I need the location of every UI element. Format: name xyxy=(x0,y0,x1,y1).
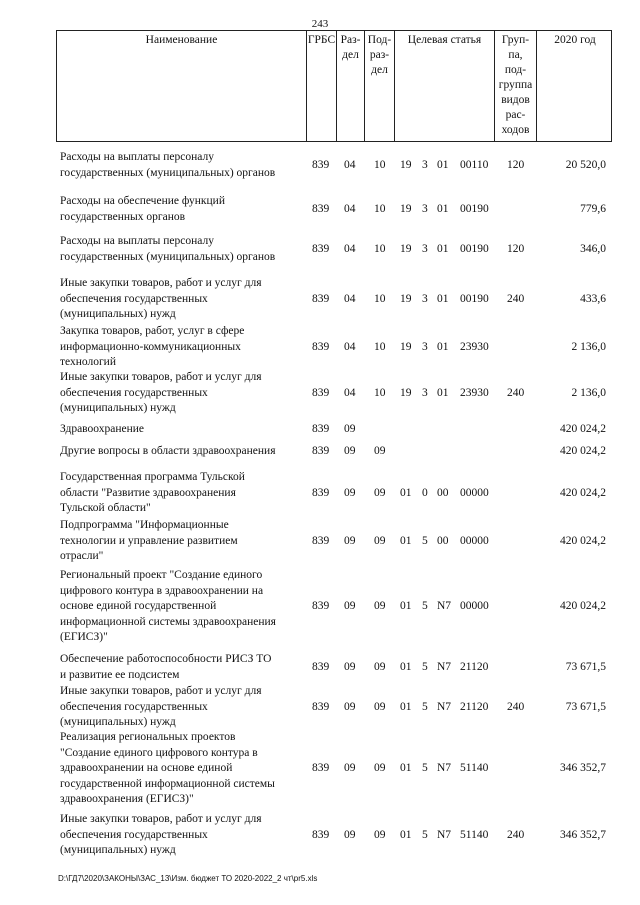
table-row xyxy=(56,568,612,646)
row-t3: 00 xyxy=(437,535,449,547)
row-vr: 240 xyxy=(507,701,525,713)
row-sum: 420 024,2 xyxy=(560,600,606,612)
row-t3: N7 xyxy=(437,701,452,713)
row-t2: 5 xyxy=(422,829,428,841)
row-pr: 10 xyxy=(374,243,386,255)
row-t1: 01 xyxy=(400,661,412,673)
row-sum: 20 520,0 xyxy=(565,159,606,171)
row-pr: 09 xyxy=(374,701,386,713)
row-name: Иные закупки товаров, работ и услуг для обеспечения государственных (муниципальных) нужд xyxy=(60,277,262,320)
row-grbs: 839 xyxy=(312,341,330,353)
row-t4: 23930 xyxy=(460,387,489,399)
row-grbs: 839 xyxy=(312,535,330,547)
row-grbs: 839 xyxy=(312,661,330,673)
row-t1: 19 xyxy=(400,243,412,255)
row-pr: 09 xyxy=(374,762,386,774)
table-header xyxy=(56,30,612,142)
row-pr: 10 xyxy=(374,387,386,399)
table-row xyxy=(56,370,612,417)
row-sum: 433,6 xyxy=(580,293,606,305)
row-pr: 09 xyxy=(374,661,386,673)
row-grbs: 839 xyxy=(312,159,330,171)
row-t3: 01 xyxy=(437,293,449,305)
row-t4: 00190 xyxy=(460,203,489,215)
row-vr: 240 xyxy=(507,387,525,399)
row-sum: 779,6 xyxy=(580,203,606,215)
row-t3: N7 xyxy=(437,762,452,774)
row-t1: 01 xyxy=(400,762,412,774)
row-rz: 04 xyxy=(344,293,356,305)
row-t1: 01 xyxy=(400,535,412,547)
row-t4: 00110 xyxy=(460,159,489,171)
row-rz: 04 xyxy=(344,203,356,215)
row-grbs: 839 xyxy=(312,203,330,215)
row-pr: 09 xyxy=(374,487,386,499)
header-grbs: ГРБС xyxy=(307,31,337,141)
row-pr: 09 xyxy=(374,535,386,547)
row-name: Иные закупки товаров, работ и услуг для обеспечения государственных (муниципальных) нужд xyxy=(60,371,262,414)
row-t1: 19 xyxy=(400,159,412,171)
header-razdel: Раз- дел xyxy=(337,31,365,141)
table-row xyxy=(56,684,612,731)
header-year: 2020 год xyxy=(554,34,596,46)
file-path-footer: D:\ГД7\2020\ЗАКОНЫ\ЗАС_13\Изм. бюджет ТО 2020-2022_2 чт\pr5.xls xyxy=(58,874,318,883)
header-podrazdel: Под- раз- дел xyxy=(365,31,395,141)
row-t4: 51140 xyxy=(460,762,489,774)
header-target: Целевая статья xyxy=(395,31,495,141)
row-rz: 09 xyxy=(344,701,356,713)
row-grbs: 839 xyxy=(312,701,330,713)
row-rz: 09 xyxy=(344,535,356,547)
table-row xyxy=(56,234,612,265)
row-t1: 19 xyxy=(400,293,412,305)
row-t1: 01 xyxy=(400,487,412,499)
table-row xyxy=(56,652,612,683)
row-t2: 5 xyxy=(422,701,428,713)
row-sum: 2 136,0 xyxy=(571,387,606,399)
row-sum: 346,0 xyxy=(580,243,606,255)
row-grbs: 839 xyxy=(312,762,330,774)
table-row xyxy=(56,194,612,225)
table-row xyxy=(56,276,612,323)
row-sum: 420 024,2 xyxy=(560,487,606,499)
table-row xyxy=(56,812,612,859)
row-pr: 10 xyxy=(374,341,386,353)
row-t1: 01 xyxy=(400,829,412,841)
row-name: Региональный проект "Создание единого цифрового контура в здравоохранении на основе единой государственной информационной системы здравоохранения (ЕГИСЗ)" xyxy=(60,569,276,643)
row-t2: 5 xyxy=(422,600,428,612)
row-grbs: 839 xyxy=(312,387,330,399)
row-vr: 240 xyxy=(507,293,525,305)
row-sum: 420 024,2 xyxy=(560,445,606,457)
row-t4: 00190 xyxy=(460,293,489,305)
row-sum: 73 671,5 xyxy=(565,661,606,673)
row-t4: 21120 xyxy=(460,661,489,673)
row-rz: 04 xyxy=(344,341,356,353)
row-t2: 3 xyxy=(422,293,428,305)
row-grbs: 839 xyxy=(312,243,330,255)
row-name: Иные закупки товаров, работ и услуг для обеспечения государственных (муниципальных) нужд xyxy=(60,813,262,856)
row-rz: 09 xyxy=(344,487,356,499)
row-grbs: 839 xyxy=(312,293,330,305)
row-t2: 5 xyxy=(422,535,428,547)
row-rz: 04 xyxy=(344,159,356,171)
row-t2: 5 xyxy=(422,762,428,774)
row-t1: 19 xyxy=(400,387,412,399)
row-rz: 04 xyxy=(344,243,356,255)
row-t1: 19 xyxy=(400,203,412,215)
page-number: 243 xyxy=(311,18,329,30)
row-t2: 5 xyxy=(422,661,428,673)
row-t4: 00000 xyxy=(460,535,489,547)
row-grbs: 839 xyxy=(312,423,330,435)
row-pr: 09 xyxy=(374,600,386,612)
row-name: Подпрограмма "Информационные технологии и управление развитием отрасли" xyxy=(60,519,238,562)
row-name: Государственная программа Тульской области "Развитие здравоохранения Тульской области" xyxy=(60,471,245,514)
row-name: Реализация региональных проектов "Создание единого цифрового контура в здравоохранении на основе единой государственной информационной системы здравоохранения (ЕГИСЗ)" xyxy=(60,731,275,805)
row-grbs: 839 xyxy=(312,487,330,499)
row-t2: 3 xyxy=(422,203,428,215)
row-t1: 01 xyxy=(400,600,412,612)
row-t4: 00000 xyxy=(460,487,489,499)
row-pr: 09 xyxy=(374,445,386,457)
row-vr: 120 xyxy=(507,243,525,255)
row-vr: 120 xyxy=(507,159,525,171)
row-name: Здравоохранение xyxy=(60,423,145,435)
row-name: Расходы на выплаты персоналу государственных (муниципальных) органов xyxy=(60,235,276,263)
row-vr: 240 xyxy=(507,829,525,841)
row-rz: 09 xyxy=(344,762,356,774)
row-t3: 00 xyxy=(437,487,449,499)
row-pr: 09 xyxy=(374,829,386,841)
row-sum: 420 024,2 xyxy=(560,423,606,435)
row-rz: 09 xyxy=(344,829,356,841)
row-grbs: 839 xyxy=(312,445,330,457)
row-t1: 01 xyxy=(400,701,412,713)
row-name: Иные закупки товаров, работ и услуг для обеспечения государственных (муниципальных) нужд xyxy=(60,685,262,728)
row-t3: N7 xyxy=(437,661,452,673)
row-name: Другие вопросы в области здравоохранения xyxy=(60,445,276,457)
row-rz: 09 xyxy=(344,423,356,435)
row-t4: 51140 xyxy=(460,829,489,841)
row-rz: 09 xyxy=(344,661,356,673)
row-t2: 3 xyxy=(422,341,428,353)
row-t3: N7 xyxy=(437,829,452,841)
header-name: Наименование xyxy=(57,31,307,141)
table-row xyxy=(56,518,612,565)
table-row xyxy=(56,444,612,460)
row-t2: 0 xyxy=(422,487,428,499)
row-sum: 73 671,5 xyxy=(565,701,606,713)
table-row xyxy=(56,730,612,808)
row-t3: 01 xyxy=(437,203,449,215)
table-row xyxy=(56,470,612,517)
table-row xyxy=(56,422,612,438)
row-t3: 01 xyxy=(437,159,449,171)
row-t3: N7 xyxy=(437,600,452,612)
table-row xyxy=(56,324,612,371)
row-name: Закупка товаров, работ, услуг в сфере информационно-коммуникационных технологий xyxy=(60,325,245,368)
row-sum: 2 136,0 xyxy=(571,341,606,353)
row-t2: 3 xyxy=(422,387,428,399)
row-sum: 346 352,7 xyxy=(560,829,606,841)
row-pr: 10 xyxy=(374,159,386,171)
row-rz: 09 xyxy=(344,445,356,457)
row-rz: 04 xyxy=(344,387,356,399)
row-t4: 23930 xyxy=(460,341,489,353)
row-pr: 10 xyxy=(374,203,386,215)
row-t1: 19 xyxy=(400,341,412,353)
table-row xyxy=(56,150,612,181)
row-pr: 10 xyxy=(374,293,386,305)
row-grbs: 839 xyxy=(312,829,330,841)
row-sum: 420 024,2 xyxy=(560,535,606,547)
row-t4: 21120 xyxy=(460,701,489,713)
row-t4: 00190 xyxy=(460,243,489,255)
row-t3: 01 xyxy=(437,341,449,353)
row-rz: 09 xyxy=(344,600,356,612)
row-t4: 00000 xyxy=(460,600,489,612)
row-name: Расходы на обеспечение функций государственных органов xyxy=(60,195,225,223)
row-sum: 346 352,7 xyxy=(560,762,606,774)
row-t3: 01 xyxy=(437,243,449,255)
header-group: Груп- па, под- группа видов рас- ходов xyxy=(495,31,537,141)
row-t2: 3 xyxy=(422,159,428,171)
row-name: Расходы на выплаты персоналу государственных (муниципальных) органов xyxy=(60,151,276,179)
row-name: Обеспечение работоспособности РИСЗ ТО и развитие ее подсистем xyxy=(60,653,272,681)
row-grbs: 839 xyxy=(312,600,330,612)
row-t2: 3 xyxy=(422,243,428,255)
row-t3: 01 xyxy=(437,387,449,399)
